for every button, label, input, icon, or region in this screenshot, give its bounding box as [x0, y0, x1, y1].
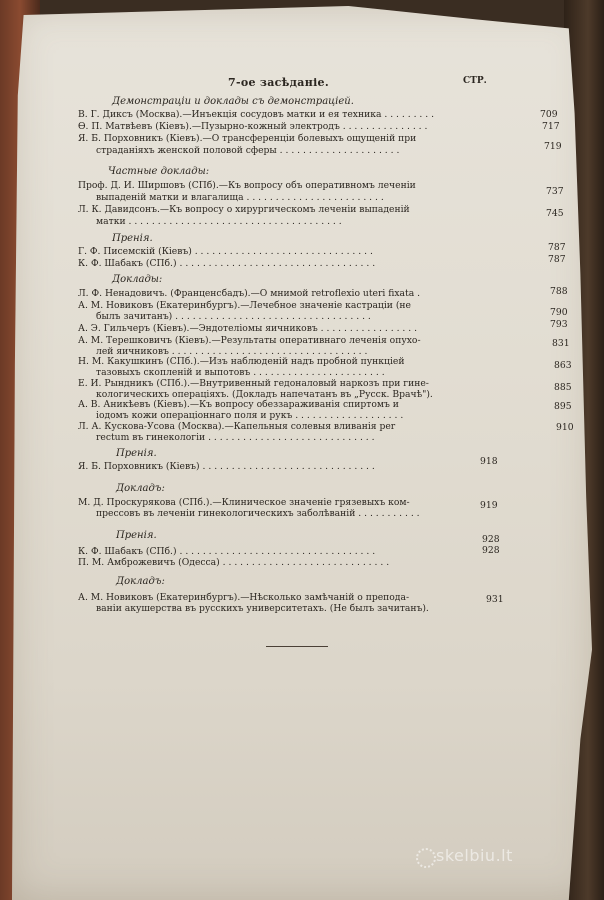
- entry-text: В. Г. Диксъ (Москва).—Инъекція сосудовъ матки и ея техника . . . . . . . . .: [78, 109, 435, 120]
- toc-entry: [78, 133, 456, 145]
- toc-entry-continued: [96, 145, 456, 157]
- entry-text: ваніи акушерства въ русскихъ университетахъ. (Не былъ зачитанъ).: [96, 603, 429, 614]
- entry-text: Е. И. Рындникъ (СПб.).—Внутривенный гедоналовый наркозъ при гине-: [78, 378, 429, 389]
- section-heading-private-reports: Частные доклады:: [108, 166, 210, 177]
- entry-text: Я. Б. Порховникъ (Кіевъ) . . . . . . . . . . . . . . . . . . . . . . . . . . . . . .: [78, 461, 375, 472]
- watermark-text: skelbiu.lt: [436, 846, 513, 865]
- entry-text: А. М. Терешковичъ (Кіевъ).—Результаты оперативнаго леченія опухо-: [78, 335, 421, 346]
- toc-entry: [78, 497, 456, 509]
- entry-text: Л. К. Давидсонъ.—Къ вопросу о хирургическомъ леченіи выпаденій: [78, 204, 410, 215]
- entry-text: іодомъ кожи операціоннаго поля и рукъ . . . . . . . . . . . . . . . . . . .: [96, 410, 404, 421]
- toc-entry-continued: [96, 192, 456, 204]
- toc-entry: [78, 288, 456, 300]
- toc-entry-continued: [96, 216, 456, 228]
- end-divider: [266, 646, 328, 647]
- entry-page: 918: [480, 456, 498, 467]
- section-heading-debates: Пренія.: [112, 233, 153, 244]
- entry-text: Ѳ. П. Матвѣевъ (Кіевъ).—Пузырно-кожный электродъ . . . . . . . . . . . . . . .: [78, 121, 428, 132]
- toc-entry: [78, 592, 456, 604]
- session-title: 7-ое засѣданіе.: [228, 76, 329, 89]
- skelbiu-logo-icon: [416, 848, 436, 868]
- toc-entry-continued: [96, 432, 456, 444]
- entry-page: 717: [542, 121, 560, 132]
- entry-text: П. М. Амброжевичъ (Одесса) . . . . . . . . . . . . . . . . . . . . . . . . . . . . .: [78, 557, 390, 568]
- toc-entry: [78, 246, 456, 258]
- toc-entry: [78, 323, 456, 335]
- entry-text: выпаденій матки и влагалища . . . . . . . . . . . . . . . . . . . . . . . .: [96, 192, 384, 203]
- toc-entry-continued: [96, 367, 456, 379]
- entry-text: Г. Ф. Писемскій (Кіевъ) . . . . . . . . . . . . . . . . . . . . . . . . . . . . . . .: [78, 246, 373, 257]
- toc-entry-continued: [96, 410, 456, 422]
- entry-page: 719: [544, 141, 562, 152]
- toc-entry: [78, 109, 456, 121]
- entry-page: 910: [556, 422, 574, 433]
- entry-text: матки . . . . . . . . . . . . . . . . . . . . . . . . . . . . . . . . . . . . .: [96, 216, 342, 227]
- entry-text: тазовыхъ скопленій и выпотовъ . . . . . . . . . . . . . . . . . . . . . . .: [96, 367, 385, 378]
- entry-text: прессовъ въ леченіи гинекологическихъ заболѣваній . . . . . . . . . . .: [96, 508, 420, 519]
- entry-text: Проф. Д. И. Ширшовъ (СПб).—Къ вопросу объ оперативномъ леченіи: [78, 180, 416, 191]
- section-heading-report: Докладъ:: [116, 576, 165, 587]
- toc-entry: [78, 557, 456, 569]
- entry-page: 709: [540, 109, 558, 120]
- toc-entry-continued: [96, 603, 456, 615]
- entry-text: А. Э. Гильчеръ (Кіевъ).—Эндотеліомы яичниковъ . . . . . . . . . . . . . . . . .: [78, 323, 418, 334]
- section-heading-debates: Пренія.: [116, 448, 157, 459]
- entry-text: кологическихъ операціяхъ. (Докладъ напечатанъ въ „Русск. Врачѣ").: [96, 389, 433, 400]
- toc-entry: [78, 421, 456, 433]
- entry-page: 931: [486, 594, 504, 605]
- toc-entry: [78, 300, 456, 312]
- entry-text: А. В. Аникѣевъ (Кіевъ).—Къ вопросу обеззараживанія спиртомъ и: [78, 399, 399, 410]
- toc-entry: [78, 335, 456, 347]
- entry-text: К. Ф. Шабакъ (СПб.) . . . . . . . . . . . . . . . . . . . . . . . . . . . . . . . . . .: [78, 546, 376, 557]
- entry-text: Л. Ф. Ненадовичъ. (Франценсбадъ).—О мнимой retroflexio uteri fixata .: [78, 288, 421, 299]
- entry-page: 885: [554, 382, 572, 393]
- entry-text: К. Ф. Шабакъ (СПб.) . . . . . . . . . . . . . . . . . . . . . . . . . . . . . . . . . .: [78, 258, 376, 269]
- section-heading-debates: Пренія.: [116, 530, 157, 541]
- entry-text: А. М. Новиковъ (Екатеринбургъ).—Лечебное значеніе кастраціи (не: [78, 300, 411, 311]
- entry-text: Я. Б. Порховникъ (Кіевъ).—О трансференціи болевыхъ ощущеній при: [78, 133, 417, 144]
- section-heading-reports: Доклады:: [112, 274, 163, 285]
- toc-entry: [78, 121, 456, 133]
- entry-page: 790: [550, 307, 568, 318]
- entry-text: rectum въ гинекологіи . . . . . . . . . . . . . . . . . . . . . . . . . . . . .: [96, 432, 375, 443]
- entry-page: 787: [548, 242, 566, 253]
- section-heading-demonstrations: Демонстраціи и доклады съ демонстраціей.: [112, 96, 354, 107]
- entry-page: 745: [546, 208, 564, 219]
- toc-entry: [78, 399, 456, 411]
- section-heading-report: Докладъ:: [116, 483, 165, 494]
- toc-entry: [78, 461, 456, 473]
- entry-page: 928: [482, 534, 500, 545]
- entry-text: былъ зачитанъ) . . . . . . . . . . . . . . . . . . . . . . . . . . . . . . . . . .: [96, 311, 371, 322]
- entry-page: 737: [546, 186, 564, 197]
- entry-page: 831: [552, 338, 570, 349]
- entry-text: А. М. Новиковъ (Екатеринбургъ).—Нѣсколько замѣчаній о препода-: [78, 592, 410, 603]
- toc-entry-continued: [96, 311, 456, 323]
- toc-entry: [78, 258, 456, 270]
- entry-page: 919: [480, 500, 498, 511]
- page-column-header: СТР.: [463, 76, 487, 86]
- toc-entry: [78, 180, 456, 192]
- entry-text: лей яичниковъ . . . . . . . . . . . . . . . . . . . . . . . . . . . . . . . . . .: [96, 346, 368, 357]
- table-of-contents: [78, 0, 574, 900]
- toc-entry: [78, 356, 456, 368]
- entry-page: 788: [550, 286, 568, 297]
- entry-page: 787: [548, 254, 566, 265]
- entry-page: 793: [550, 319, 568, 330]
- toc-entry-continued: [96, 508, 456, 520]
- entry-text: страданіяхъ женской половой сферы . . . . . . . . . . . . . . . . . . . . .: [96, 145, 400, 156]
- entry-page: 863: [554, 360, 572, 371]
- toc-entry: [78, 546, 456, 558]
- toc-entry: [78, 204, 456, 216]
- entry-page: 928: [482, 545, 500, 556]
- entry-page: 895: [554, 401, 572, 412]
- entry-text: М. Д. Проскурякова (СПб.).—Клиническое значеніе грязевыхъ ком-: [78, 497, 410, 508]
- entry-text: Л. А. Кускова-Усова (Москва).—Капельныя солевыя вливанія per: [78, 421, 396, 432]
- entry-text: Н. М. Какушкинъ (СПб.).—Изъ наблюденій надъ пробной пункціей: [78, 356, 405, 367]
- toc-entry: [78, 378, 456, 390]
